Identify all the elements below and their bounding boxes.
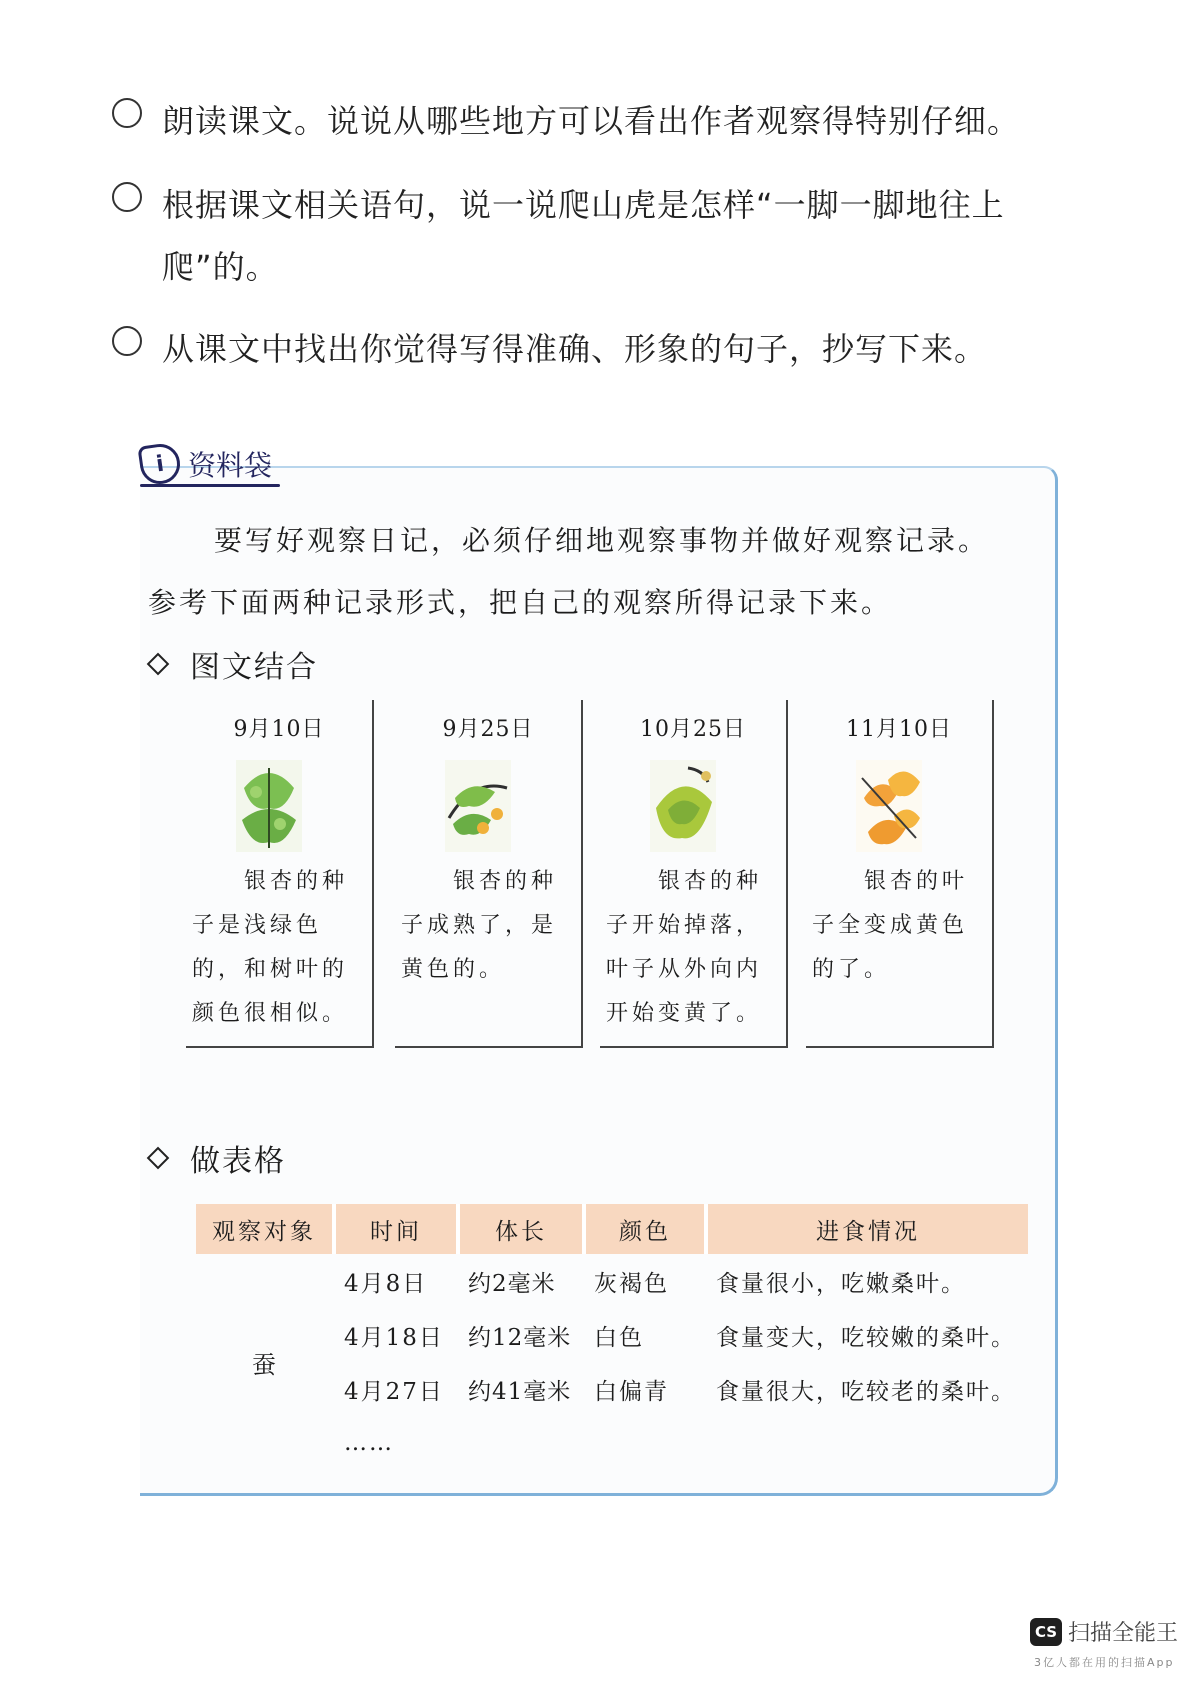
subject-cell: 蚕: [252, 1350, 278, 1379]
column-header: 时间: [334, 1204, 458, 1254]
column-header: 进食情况: [706, 1204, 1028, 1254]
table-cell: 食量很小，吃嫩桑叶。: [716, 1270, 966, 1297]
table-cell: [458, 1416, 584, 1470]
question-2: [112, 174, 1005, 298]
table-header-row: [196, 1204, 1028, 1254]
watermark-name: 扫描全能王: [1068, 1621, 1179, 1646]
card-line: 黄色的。: [401, 957, 506, 982]
info-bag-header: [140, 440, 272, 488]
title-underline: [140, 484, 280, 487]
card-line: 银杏的种: [244, 869, 349, 894]
table-cell: 约41毫米: [468, 1378, 572, 1405]
table-cell: [706, 1416, 1028, 1470]
circle-bullet-icon: [112, 326, 142, 356]
card-line: 银杏的种: [453, 869, 558, 894]
table-cell: [584, 1416, 706, 1470]
card-text: [401, 860, 569, 992]
question-3: [112, 318, 987, 380]
table-cell: 白偏青: [594, 1378, 669, 1405]
watermark-tagline: 3亿人都在用的扫描App: [1034, 1656, 1175, 1669]
question-line: 从课文中找出你觉得写得准确、形象的句子，抄写下来。: [162, 330, 988, 368]
section-heading-table: [150, 1136, 286, 1180]
table-cell: ……: [344, 1430, 394, 1456]
section-title: 做表格: [190, 1144, 286, 1179]
card-line: 子是浅绿色: [192, 913, 323, 938]
card-text: [606, 860, 774, 1036]
diamond-bullet-icon: [147, 653, 170, 676]
diamond-bullet-icon: [147, 1147, 170, 1170]
column-header: 颜色: [584, 1204, 706, 1254]
observation-card: [806, 700, 994, 1048]
intro-line: 要写好观察日记，必须仔细地观察事物并做好观察记录。: [214, 524, 990, 557]
table-cell: 灰褐色: [594, 1270, 669, 1297]
card-date: 11月10日: [846, 717, 952, 742]
question-1: [112, 90, 1020, 152]
table-cell: 约12毫米: [468, 1324, 572, 1351]
card-line: 子全变成黄色: [812, 913, 969, 938]
circle-bullet-icon: [112, 98, 142, 128]
card-line: 颜色很相似。: [192, 1001, 349, 1026]
card-text: [192, 860, 360, 1036]
observation-card: [186, 700, 374, 1048]
ginkgo-leaf-icon: [234, 758, 304, 854]
column-header: 观察对象: [196, 1204, 334, 1254]
question-line: 根据课文相关语句，说一说爬山虎是怎样“一脚一脚地往上: [162, 186, 1005, 224]
card-date: 10月25日: [640, 717, 746, 742]
card-line: 银杏的种: [658, 869, 763, 894]
observation-table: [196, 1204, 1028, 1470]
question-line: 爬”的。: [162, 248, 279, 286]
intro-line: 参考下面两种记录形式，把自己的观察所得记录下来。: [148, 586, 893, 619]
circle-bullet-icon: [112, 182, 142, 212]
intro-paragraph: [148, 510, 1028, 634]
card-line: 子成熟了，是: [401, 913, 558, 938]
ginkgo-leaf-icon: [443, 758, 513, 854]
info-icon: i: [137, 441, 182, 486]
table-cell: 白色: [594, 1324, 644, 1351]
question-text: [162, 318, 987, 380]
question-text: [162, 90, 1020, 152]
column-header: 体长: [458, 1204, 584, 1254]
card-line: 叶子从外向内: [606, 957, 763, 982]
table-cell: 4月27日: [344, 1378, 444, 1405]
table-cell: 4月18日: [344, 1324, 444, 1351]
table-cell: 约2毫米: [468, 1270, 556, 1297]
table-cell: 食量变大，吃较嫩的桑叶。: [716, 1324, 1016, 1351]
table-row: [196, 1254, 1028, 1308]
table-cell: 4月8日: [344, 1270, 428, 1297]
card-date: 9月10日: [233, 717, 325, 742]
question-line: 朗读课文。说说从哪些地方可以看出作者观察得特别仔细。: [162, 102, 1021, 140]
card-date: 9月25日: [442, 717, 534, 742]
question-text: [162, 174, 1005, 298]
ginkgo-leaf-icon: [854, 758, 924, 854]
observation-card: [600, 700, 788, 1048]
table-cell: 食量很大，吃较老的桑叶。: [716, 1378, 1016, 1405]
card-line: 的，和树叶的: [192, 957, 349, 982]
card-line: 银杏的叶: [864, 869, 969, 894]
scanner-watermark: [1030, 1616, 1178, 1647]
section-heading-picture-text: [150, 642, 318, 686]
card-line: 开始变黄了。: [606, 1001, 763, 1026]
info-bag-title: 资料袋: [188, 449, 273, 482]
card-text: [812, 860, 980, 992]
ginkgo-leaf-icon: [648, 758, 718, 854]
card-line: 的了。: [812, 957, 891, 982]
card-line: 子开始掉落，: [606, 913, 763, 938]
section-title: 图文结合: [190, 650, 318, 685]
observation-card: [395, 700, 583, 1048]
camscanner-logo-icon: CS: [1030, 1618, 1062, 1646]
